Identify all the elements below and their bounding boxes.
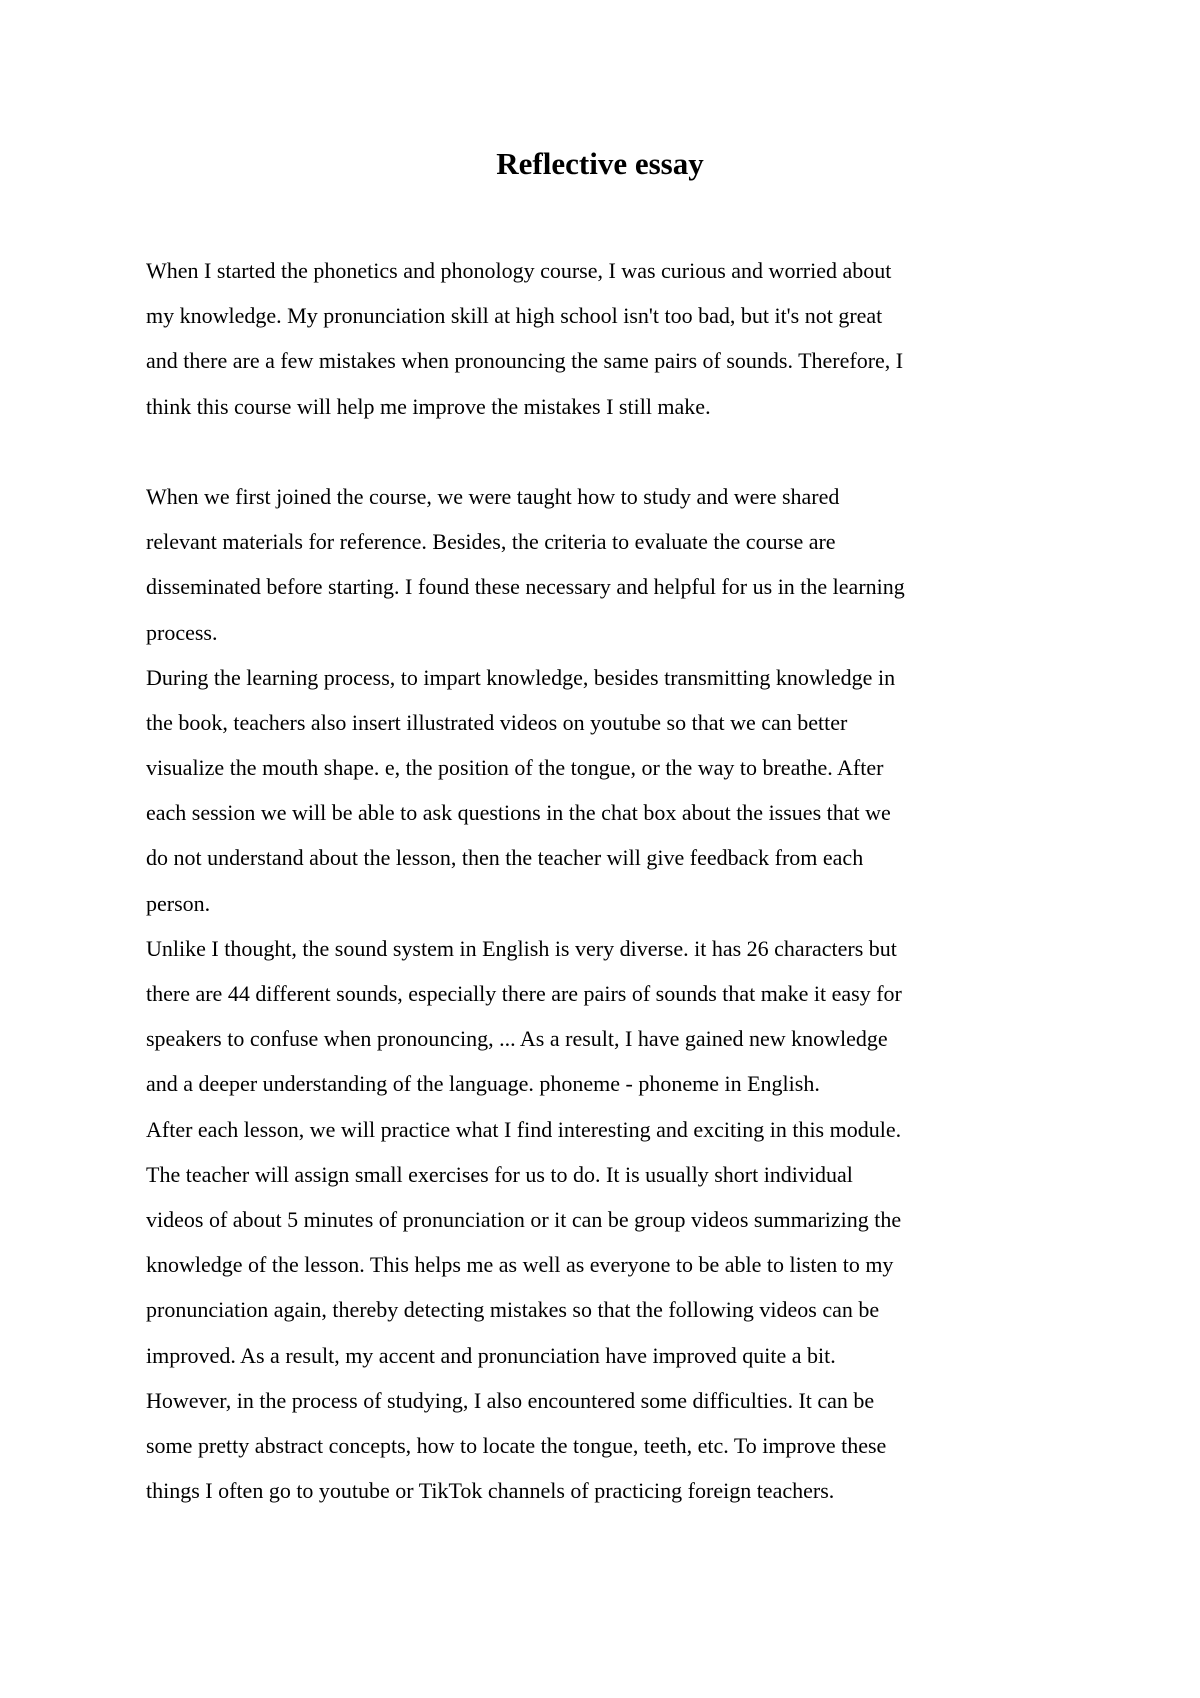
text-line: During the learning process, to impart knowledge, besides transmitting knowledge in	[146, 664, 896, 690]
text-line: do not understand about the lesson, then the teacher will give feedback from each	[146, 845, 864, 871]
text-line: videos of about 5 minutes of pronunciation or it can be group videos summarizing the	[146, 1206, 902, 1232]
text-line: disseminated before starting. I found these necessary and helpful for us in the learning	[146, 574, 905, 600]
text-line: each session we will be able to ask questions in the chat box about the issues that we	[146, 800, 891, 826]
text-line: visualize the mouth shape. e, the position of the tongue, or the way to breathe. After	[146, 755, 884, 781]
text-line: person.	[146, 890, 211, 916]
text-line: some pretty abstract concepts, how to locate the tongue, teeth, etc. To improve these	[146, 1432, 887, 1458]
text-line: the book, teachers also insert illustrated videos on youtube so that we can better	[146, 709, 848, 735]
paragraph-sound-system	[146, 926, 1066, 1107]
text-line: process.	[146, 619, 218, 645]
text-line: However, in the process of studying, I also encountered some difficulties. It can be	[146, 1387, 875, 1413]
text-line: improved. As a result, my accent and pronunciation have improved quite a bit.	[146, 1342, 836, 1368]
text-line: When we first joined the course, we were taught how to study and were shared	[146, 483, 840, 509]
text-line: and there are a few mistakes when pronouncing the same pairs of sounds. Therefore, I	[146, 348, 904, 374]
text-line: my knowledge. My pronunciation skill at high school isn't too bad, but it's not great	[146, 303, 883, 329]
text-line: The teacher will assign small exercises for us to do. It is usually short individual	[146, 1161, 853, 1187]
paragraph-intro	[146, 248, 1066, 429]
paragraph-course-start	[146, 474, 1066, 655]
text-line: knowledge of the lesson. This helps me as well as everyone to be able to listen to my	[146, 1252, 894, 1278]
paragraph-difficulties	[146, 1378, 1066, 1514]
paragraph-practice	[146, 1107, 1066, 1378]
essay-body	[146, 248, 1066, 1513]
document-title: Reflective essay	[496, 146, 704, 181]
text-line: Unlike I thought, the sound system in English is very diverse. it has 26 characters but	[146, 935, 897, 961]
paragraph-gap	[146, 429, 1066, 474]
text-line: pronunciation again, thereby detecting mistakes so that the following videos can be	[146, 1297, 880, 1323]
paragraph-learning-process	[146, 655, 1066, 926]
text-line: think this course will help me improve the mistakes I still make.	[146, 393, 711, 419]
text-line: When I started the phonetics and phonology course, I was curious and worried about	[146, 258, 892, 283]
text-line: and a deeper understanding of the language. phoneme - phoneme in English.	[146, 1071, 820, 1097]
text-line: relevant materials for reference. Besides, the criteria to evaluate the course are	[146, 529, 836, 555]
text-line: there are 44 different sounds, especially there are pairs of sounds that make it easy for	[146, 981, 902, 1006]
text-line: things I often go to youtube or TikTok channels of practicing foreign teachers.	[146, 1478, 835, 1504]
text-line: After each lesson, we will practice what I find interesting and exciting in this module.	[146, 1116, 902, 1142]
text-line: speakers to confuse when pronouncing, ... As a result, I have gained new knowledge	[146, 1026, 888, 1052]
